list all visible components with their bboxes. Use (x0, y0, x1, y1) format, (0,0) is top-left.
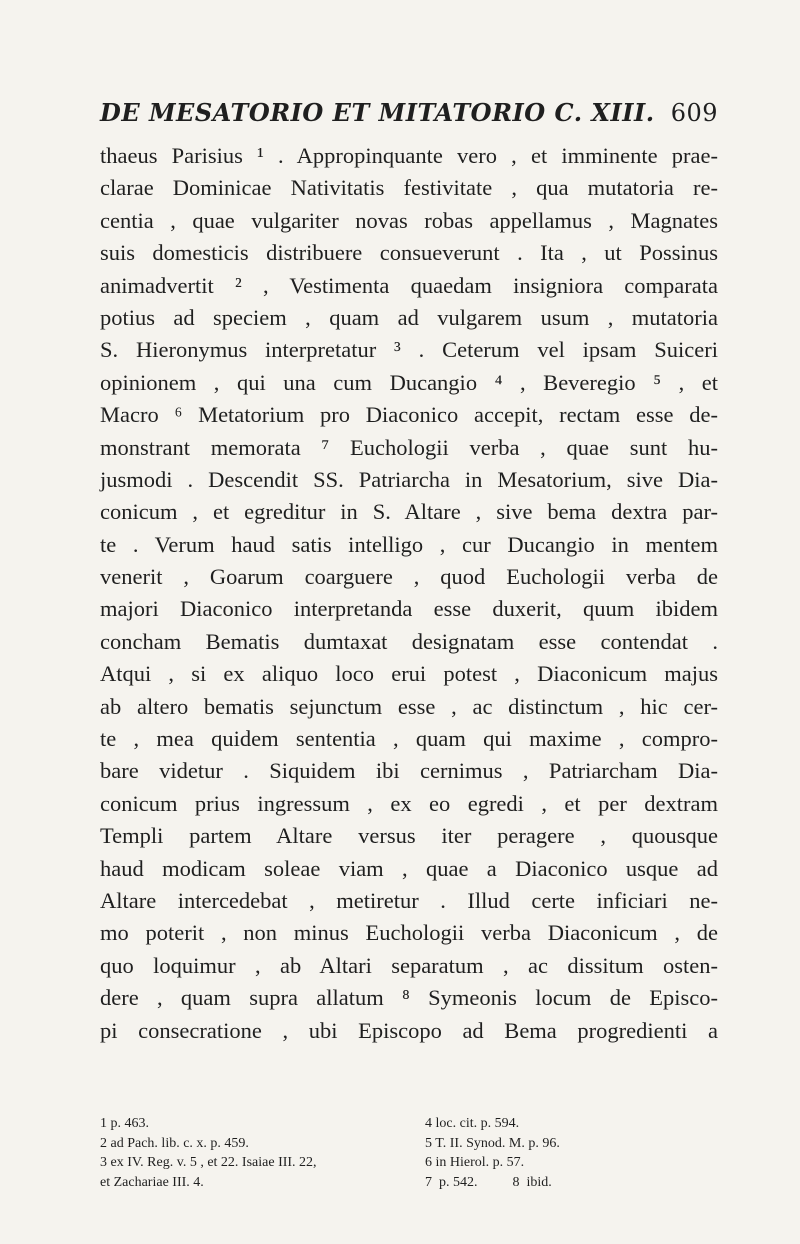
text-line: majori Diaconico interpretanda esse duxerit, quum ibidem (100, 596, 718, 622)
running-header (100, 98, 718, 140)
footnote: 5 T. II. Synod. M. p. 96. (425, 1135, 560, 1151)
text-line: te . Verum haud satis intelligo , cur Ducangio in mentem (100, 531, 718, 557)
text-line: S. Hieronymus interpretatur ³ . Ceterum vel ipsam Suiceri (100, 337, 718, 363)
text-line: quo loquimur , ab Altari separatum , ac dissitum osten- (100, 952, 718, 978)
text-line: opinionem , qui una cum Ducangio ⁴ , Beveregio ⁵ , et (100, 369, 718, 395)
text-line: Atqui , si ex aliquo loco erui potest , Diaconicum majus (100, 661, 718, 687)
footnotes (100, 1114, 718, 1192)
text-line: mo poterit , non minus Euchologii verba Diaconicum , de (100, 920, 718, 946)
body-text (100, 140, 718, 1047)
footnote: 7 p. 542. 8 ibid. (425, 1174, 552, 1190)
text-line: suis domesticis distribuere consueverunt . Ita , ut Possinus (100, 240, 718, 266)
text-line: haud modicam soleae viam , quae a Diaconico usque ad (100, 855, 718, 881)
text-line: animadvertit ² , Vestimenta quaedam insigniora comparata (100, 272, 718, 298)
text-line: bare videtur . Siquidem ibi cernimus , Patriarcham Dia- (100, 758, 718, 784)
text-line: conicum prius ingressum , ex eo egredi , et per dextram (100, 790, 718, 816)
text-line: Templi partem Altare versus iter peragere , quousque (100, 823, 718, 849)
running-title: DE MESATORIO ET MITATORIO C. XIII. (100, 98, 655, 127)
text-line: monstrant memorata ⁷ Euchologii verba , quae sunt hu- (100, 434, 718, 460)
text-line: Macro ⁶ Metatorium pro Diaconico accepit, rectam esse de- (100, 402, 718, 428)
text-line: concham Bematis dumtaxat designatam esse contendat . (100, 628, 718, 654)
text-line: pi consecratione , ubi Episcopo ad Bema progredienti a (100, 1017, 718, 1043)
text-line: clarae Dominicae Nativitatis festivitate , qua mutatoria re- (100, 175, 718, 201)
footnote: 2 ad Pach. lib. c. x. p. 459. (100, 1135, 249, 1151)
footnote: 4 loc. cit. p. 594. (425, 1116, 520, 1131)
text-line: potius ad speciem , quam ad vulgarem usum , mutatoria (100, 304, 718, 330)
text-line: ab altero bematis sejunctum esse , ac distinctum , hic cer- (100, 693, 718, 719)
text-line: thaeus Parisius ¹ . Appropinquante vero , et imminente prae- (100, 143, 718, 168)
text-line: centia , quae vulgariter novas robas appellamus , Magnates (100, 207, 718, 233)
footnote: 1 p. 463. (100, 1116, 149, 1131)
footnotes-right (425, 1114, 718, 1192)
text-line: te , mea quidem sententia , quam qui maxime , compro- (100, 726, 718, 752)
text-line: venerit , Goarum coarguere , quod Euchologii verba de (100, 564, 718, 590)
page-number: 609 (670, 99, 718, 127)
footnote: 6 in Hierol. p. 57. (425, 1155, 525, 1170)
page (100, 98, 718, 1047)
footnotes-left (100, 1114, 425, 1192)
text-line: conicum , et egreditur in S. Altare , sive bema dextra par- (100, 499, 718, 525)
footnote: 3 ex IV. Reg. v. 5 , et 22. Isaiae III. 22, (100, 1155, 317, 1170)
text-line: jusmodi . Descendit SS. Patriarcha in Mesatorium, sive Dia- (100, 466, 718, 492)
text-line: dere , quam supra allatum ⁸ Symeonis locum de Episco- (100, 985, 718, 1011)
footnote: et Zachariae III. 4. (100, 1174, 204, 1190)
text-line: Altare intercedebat , metiretur . Illud certe inficiari ne- (100, 887, 718, 913)
